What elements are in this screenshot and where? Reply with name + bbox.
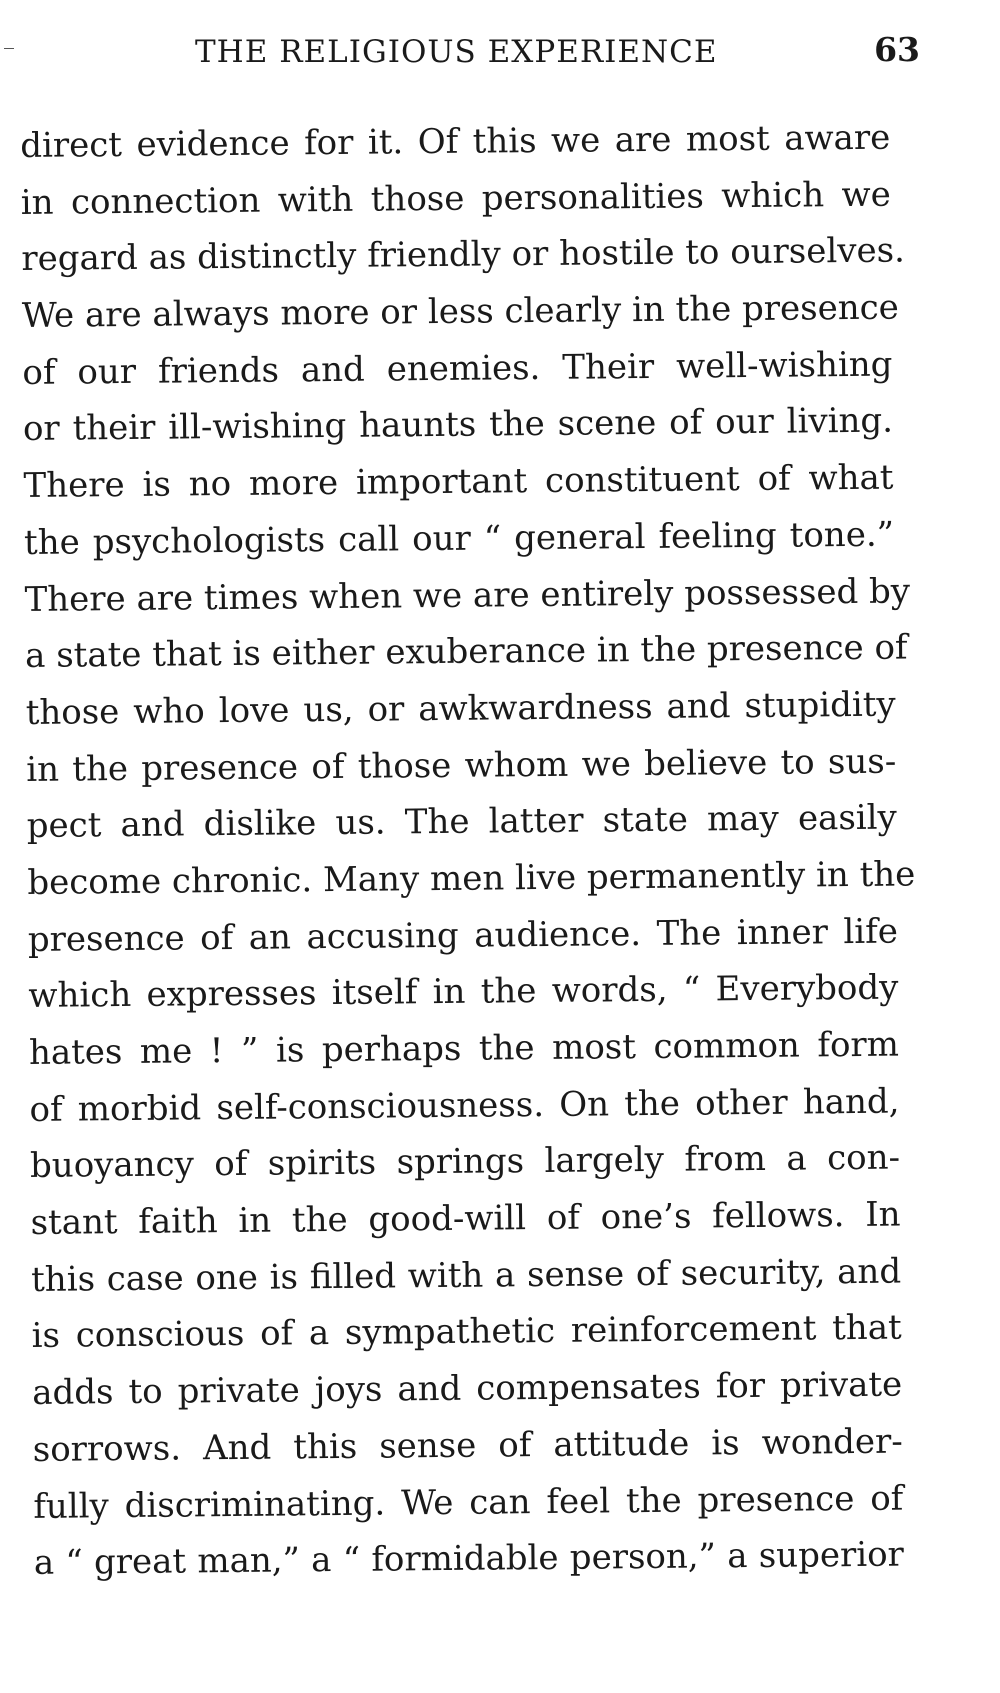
text-line: those who love us, or awkwardness and stupidity	[25, 684, 896, 733]
text-line: this case one is filled with a sense of security, and	[30, 1251, 902, 1300]
text-line: fully discriminating. We can feel the presence of	[33, 1478, 904, 1527]
text-line: pect and dislike us. The latter state may easily	[26, 797, 897, 847]
text-line: the psychologists call our “ general feeling tone.”	[23, 514, 895, 563]
body-text	[20, 110, 916, 1592]
text-line: regard as distinctly friendly or hostile to ourselves.	[21, 230, 906, 280]
text-line: a “ great man,” a “ formidable person,” a superior	[33, 1534, 905, 1584]
text-line: is conscious of a sympathetic reinforcement that	[31, 1308, 902, 1357]
text-line: or their ill-wishing haunts the scene of our living.	[22, 401, 894, 450]
text-line: of morbid self-consciousness. On the other hand,	[29, 1081, 900, 1130]
text-line: which expresses itself in the words, “ Everybody	[28, 967, 899, 1017]
text-line: become chronic. Many men live permanently in the	[27, 854, 916, 903]
running-title: THE RELIGIOUS EXPERIENCE	[195, 34, 718, 70]
text-line: of our friends and enemies. Their well-wishing	[22, 344, 893, 393]
text-line: hates me ! ” is perhaps the most common form	[28, 1024, 900, 1073]
page-number: 63	[874, 30, 920, 69]
text-line: a state that is either exuberance in the presence of	[24, 627, 908, 677]
text-line: stant faith in the good-will of one’s fellows. In	[30, 1194, 901, 1244]
text-line: in the presence of those whom we believe to sus-	[26, 741, 897, 790]
text-line: presence of an accusing audience. The inner life	[27, 911, 899, 960]
text-line: in connection with those personalities which we	[20, 174, 891, 223]
text-line: We are always more or less clearly in the presence	[21, 287, 900, 337]
text-line: buoyancy of spirits springs largely from a con-	[29, 1137, 901, 1187]
text-line: adds to private joys and compensates for private	[32, 1364, 903, 1414]
text-line: sorrows. And this sense of attitude is wonder-	[32, 1421, 903, 1470]
page-header	[180, 24, 920, 84]
text-line: direct evidence for it. Of this we are most aware	[20, 117, 891, 166]
text-line: There is no more important constituent of what	[23, 457, 894, 507]
text-line: There are times when we are entirely possessed by	[24, 570, 911, 620]
margin-mark	[4, 48, 14, 49]
